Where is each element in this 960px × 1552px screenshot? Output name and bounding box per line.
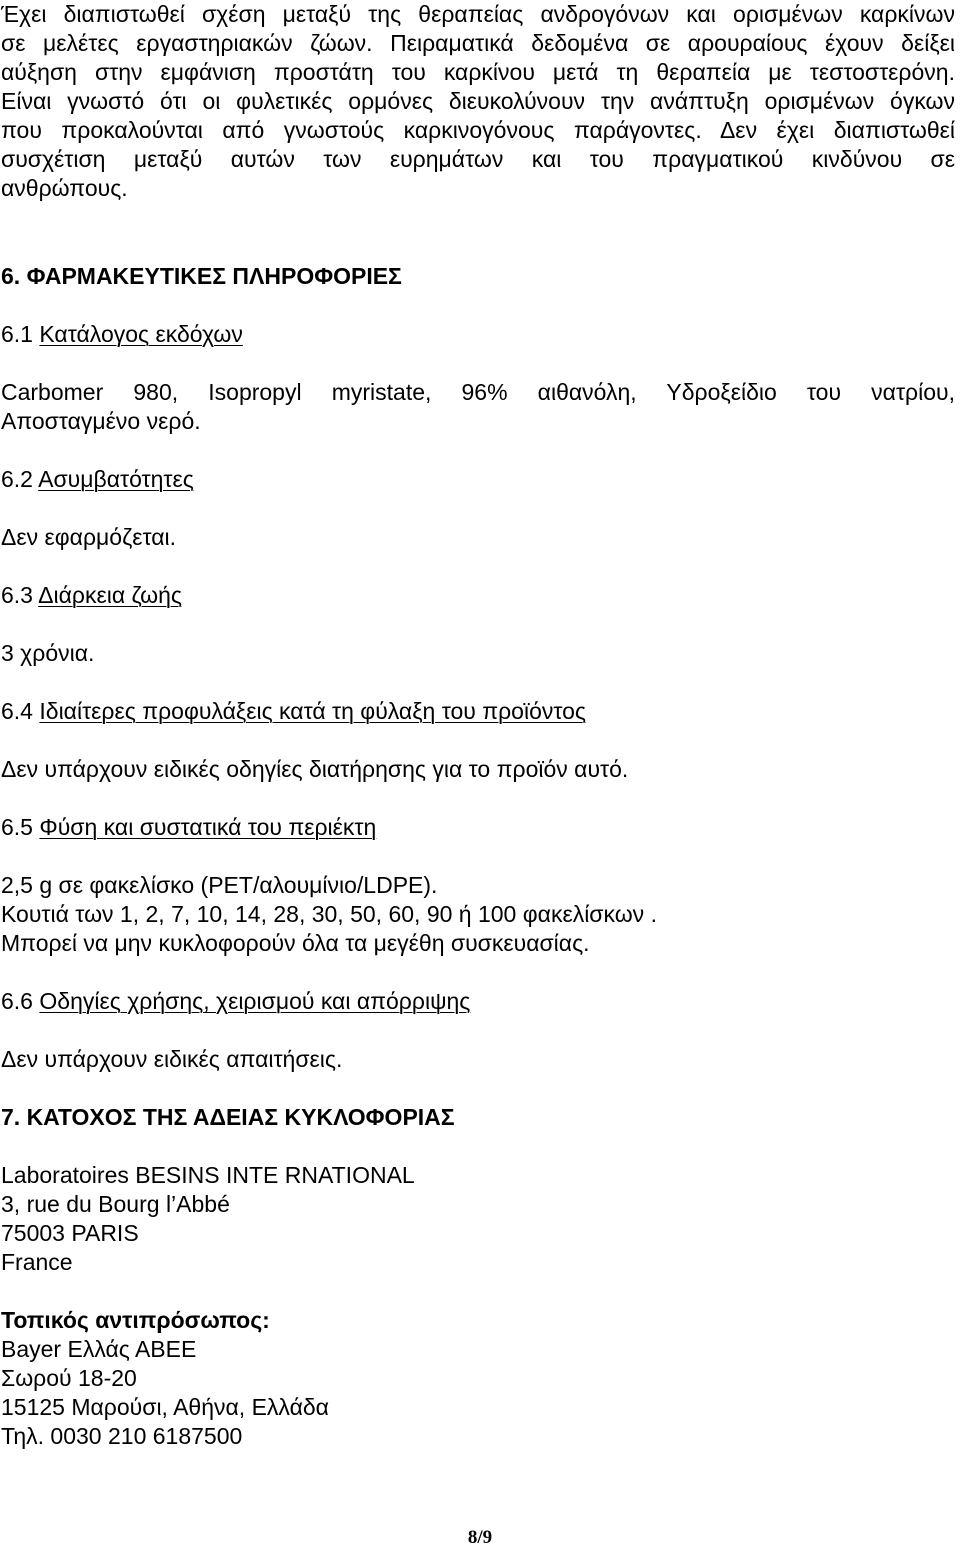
text-line: συσχέτιση μεταξύ αυτών των ευρημάτων και του πραγματικού κινδύνου σε — [1, 146, 955, 172]
text-line: Έχει διαπιστωθεί σχέση μεταξύ της θεραπείας ανδρογόνων και ορισμένων καρκίνων — [1, 1, 955, 27]
section-6-6-heading — [1, 987, 955, 1016]
section-number: 6.3 — [1, 582, 39, 608]
section-title: Οδηγίες χρήσης, χειρισμού και απόρριψης — [39, 988, 471, 1014]
text-line: 2,5 g σε φακελίσκο (PET/αλουμίνιο/LDPE). — [1, 872, 438, 898]
text-line: σε μελέτες εργαστηριακών ζώων. Πειραματικά δεδομένα σε αρουραίους έχουν δείξει — [1, 30, 955, 56]
storage-text: Δεν υπάρχουν ειδικές οδηγίες διατήρησης για το προϊόν αυτό. — [1, 756, 629, 782]
address-line: 3, rue du Bourg l’Abbé — [1, 1191, 230, 1217]
section-number: 6.6 — [1, 988, 40, 1014]
container-text — [1, 871, 955, 958]
text-line: ανθρώπους. — [1, 175, 128, 201]
text-line: αύξηση στην εμφάνιση προστάτη του καρκίνου μετά τη θεραπεία με τεστοστερόνη. — [1, 59, 955, 85]
handling-text: Δεν υπάρχουν ειδικές απαιτήσεις. — [1, 1046, 343, 1072]
intro-paragraph — [1, 0, 955, 203]
text-line: Είναι γνωστό ότι οι φυλετικές ορμόνες διευκολύνουν την ανάπτυξη ορισμένων όγκων — [1, 88, 955, 114]
address-line: France — [1, 1249, 73, 1275]
local-representative-address — [1, 1335, 955, 1451]
address-line: Σωρού 18-20 — [1, 1365, 137, 1391]
text-line: Carbomer 980, Isopropyl myristate, 96% αιθανόλη, Υδροξείδιο του νατρίου, — [1, 379, 955, 405]
excipients-text — [1, 378, 955, 436]
section-6-5-heading — [1, 813, 955, 842]
local-representative-label: Τοπικός αντιπρόσωπος: — [1, 1307, 270, 1333]
section-number: 6.2 — [1, 466, 39, 492]
section-6-3-heading — [1, 581, 955, 610]
section-6-4-heading — [1, 697, 955, 726]
text-line: Μπορεί να μην κυκλοφορούν όλα τα μεγέθη συσκευασίας. — [1, 930, 590, 956]
section-6-heading: 6. ΦΑΡΜΑΚΕΥΤΙΚΕΣ ΠΛΗΡΟΦΟΡΙΕΣ — [1, 263, 402, 289]
section-title: Ασυμβατότητες — [38, 466, 194, 492]
address-line: Laboratoires BESINS INTE RNATIONAL — [1, 1162, 415, 1188]
shelf-life-text: 3 χρόνια. — [1, 640, 95, 666]
address-line: 75003 PARIS — [1, 1220, 139, 1246]
section-number: 6.5 — [1, 814, 40, 840]
address-line: Bayer Ελλάς ΑΒΕΕ — [1, 1336, 197, 1362]
address-line: Τηλ. 0030 210 6187500 — [1, 1423, 243, 1449]
page-number: 8/9 — [467, 1527, 493, 1548]
section-6-1-heading — [1, 320, 955, 349]
marketing-authorisation-holder — [1, 1161, 955, 1277]
text-line: που προκαλούνται από γνωστούς καρκινογόνους παράγοντες. Δεν έχει διαπιστωθεί — [1, 117, 955, 143]
section-title: Φύση και συστατικά του περιέκτη — [39, 814, 377, 840]
address-line: 15125 Μαρούσι, Αθήνα, Ελλάδα — [1, 1394, 329, 1420]
section-7-heading: 7. ΚΑΤΟΧΟΣ ΤΗΣ ΑΔΕΙΑΣ ΚΥΚΛΟΦΟΡΙΑΣ — [1, 1104, 455, 1130]
text-line: Αποσταγμένο νερό. — [1, 408, 201, 434]
incompatibilities-text: Δεν εφαρμόζεται. — [1, 524, 177, 550]
section-title: Κατάλογος εκδόχων — [39, 321, 243, 347]
section-6-2-heading — [1, 465, 955, 494]
section-title: Διάρκεια ζωής — [38, 582, 182, 608]
text-line: Κουτιά των 1, 2, 7, 10, 14, 28, 30, 50, 60, 90 ή 100 φακελίσκων . — [1, 901, 657, 927]
section-title: Ιδιαίτερες προφυλάξεις κατά τη φύλαξη του προϊόντος — [39, 698, 587, 724]
section-number: 6.1 — [1, 321, 40, 347]
section-number: 6.4 — [1, 698, 40, 724]
